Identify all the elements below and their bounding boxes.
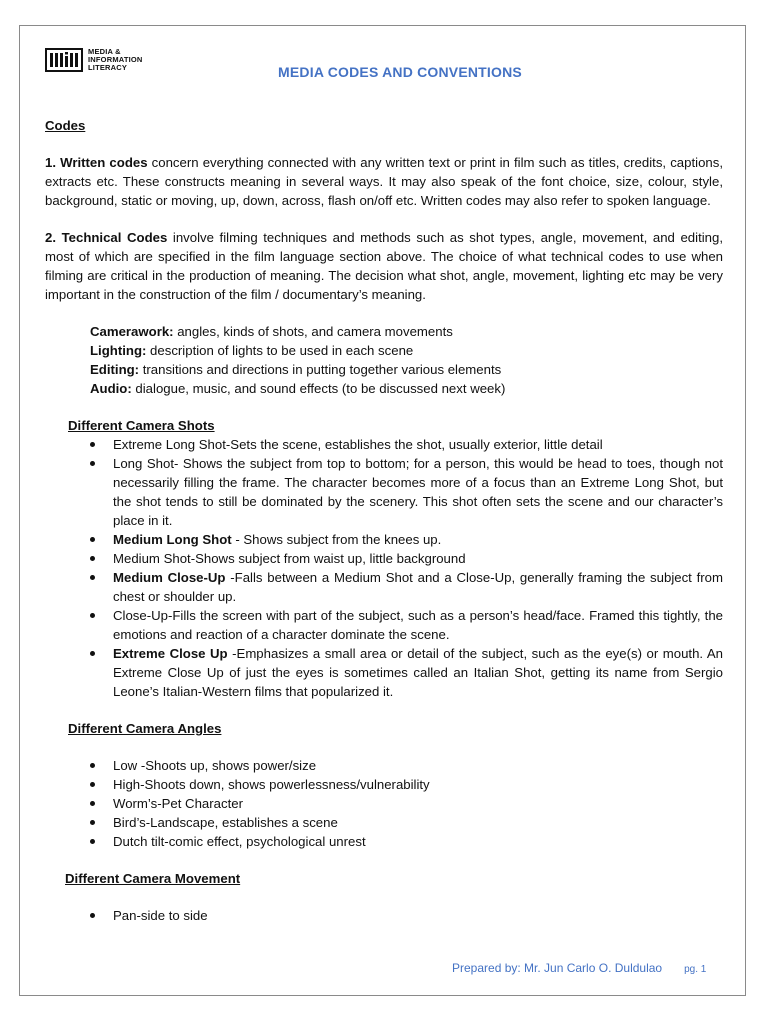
item-text: Close-Up-Fills the screen with part of the subject, such as a person’s head/face. Framed this tightly, the emotions and reaction of a character dominate the scene. bbox=[113, 608, 723, 642]
tech-item-desc: description of lights to be used in each scene bbox=[146, 343, 414, 358]
tech-item-desc: dialogue, music, and sound effects (to be discussed next week) bbox=[131, 381, 506, 396]
camera-angles-heading: Different Camera Angles bbox=[68, 721, 222, 736]
technical-items bbox=[90, 322, 723, 398]
item-bold: Extreme Close Up bbox=[113, 646, 228, 661]
list-item bbox=[90, 794, 723, 813]
camera-movement-list bbox=[45, 906, 723, 925]
tech-item bbox=[90, 360, 723, 379]
item-text: High-Shoots down, shows powerlessness/vulnerability bbox=[113, 777, 430, 792]
logo bbox=[45, 48, 143, 76]
bullet-icon bbox=[90, 651, 95, 656]
technical-codes-paragraph bbox=[45, 228, 723, 304]
item-text: Long Shot- Shows the subject from top to bottom; for a person, this would be head to toes, though not necessarily filling the frame. The character becomes more of a focus than an Extreme Long Shot, but the shot tends to still be dominated by the scenery. This shot often sets the scene and our character’s place in it. bbox=[113, 456, 723, 528]
bullet-icon bbox=[90, 613, 95, 618]
tech-item-desc: angles, kinds of shots, and camera movements bbox=[173, 324, 453, 339]
mil-logo-icon bbox=[45, 48, 83, 72]
tech-item bbox=[90, 341, 723, 360]
bullet-icon bbox=[90, 575, 95, 580]
item-text: Medium Shot-Shows subject from waist up, little background bbox=[113, 551, 466, 566]
technical-codes-lead: 2. Technical Codes bbox=[45, 230, 168, 245]
list-item bbox=[90, 549, 723, 568]
bullet-icon bbox=[90, 913, 95, 918]
camera-shots-heading: Different Camera Shots bbox=[68, 418, 215, 433]
list-item bbox=[90, 775, 723, 794]
written-codes-lead: 1. Written codes bbox=[45, 155, 148, 170]
written-codes-text: concern everything connected with any written text or print in film such as titles, credits, captions, extracts etc. These constructs meaning in several ways. It may also speak of the font choice, size, colour, style, background, static or moving, up, down, across, flash on/off etc. Written codes may also refer to spoken language. bbox=[45, 155, 723, 208]
list-item bbox=[90, 435, 723, 454]
camera-movement-heading: Different Camera Movement bbox=[65, 871, 241, 886]
camera-shots-list bbox=[45, 435, 723, 701]
item-text: Pan-side to side bbox=[113, 908, 208, 923]
item-text: -Falls between a Medium Shot and a Close-Up, generally framing the subject from chest or shoulder up. bbox=[113, 570, 723, 604]
list-item bbox=[90, 906, 723, 925]
logo-line: LITERACY bbox=[88, 63, 128, 72]
list-item bbox=[90, 606, 723, 644]
bullet-icon bbox=[90, 801, 95, 806]
item-text: -Emphasizes a small area or detail of the subject, such as the eye(s) or mouth. An Extreme Close Up of just the eyes is sometimes called an Italian Shot, getting its name from Sergio Leone’s Italian-Western films that popularized it. bbox=[113, 646, 724, 699]
list-item bbox=[90, 568, 723, 606]
item-bold: Medium Close-Up bbox=[113, 570, 226, 585]
logo-text bbox=[88, 48, 143, 72]
prepared-by: Prepared by: Mr. Jun Carlo O. Duldulao bbox=[452, 961, 663, 975]
item-text: Extreme Long Shot-Sets the scene, establishes the shot, usually exterior, little detail bbox=[113, 437, 603, 452]
list-item bbox=[90, 644, 723, 701]
footer bbox=[452, 961, 706, 975]
bullet-icon bbox=[90, 442, 95, 447]
technical-codes-text: involve filming techniques and methods such as shot types, angle, movement, and editing, most of which are specified in the film language section above. The choice of what technical codes to use when filming are critical in the production of meaning. The decision what shot, angle, movement, lighting etc may be very important in the construction of the film / documentary’s meaning. bbox=[45, 230, 723, 302]
tech-item-term: Camerawork: bbox=[90, 324, 174, 339]
tech-item bbox=[90, 379, 723, 398]
list-item bbox=[90, 530, 723, 549]
list-item bbox=[90, 813, 723, 832]
codes-heading: Codes bbox=[45, 118, 86, 133]
bullet-icon bbox=[90, 820, 95, 825]
item-text: Dutch tilt-comic effect, psychological unrest bbox=[113, 834, 366, 849]
item-text: Worm’s-Pet Character bbox=[113, 796, 243, 811]
tech-item-desc: transitions and directions in putting together various elements bbox=[139, 362, 502, 377]
document-body bbox=[45, 116, 723, 925]
bullet-icon bbox=[90, 839, 95, 844]
tech-item bbox=[90, 322, 723, 341]
written-codes-paragraph bbox=[45, 153, 723, 210]
bullet-icon bbox=[90, 537, 95, 542]
bullet-icon bbox=[90, 763, 95, 768]
logo-line: INFORMATION bbox=[88, 55, 143, 64]
logo-line: MEDIA & bbox=[88, 47, 121, 56]
item-text: Bird’s-Landscape, establishes a scene bbox=[113, 815, 338, 830]
list-item bbox=[90, 756, 723, 775]
tech-item-term: Editing: bbox=[90, 362, 140, 377]
list-item bbox=[90, 832, 723, 851]
bullet-icon bbox=[90, 461, 95, 466]
camera-angles-list bbox=[45, 756, 723, 851]
bullet-icon bbox=[90, 782, 95, 787]
page-number: pg. 1 bbox=[684, 964, 707, 975]
item-text: - Shows subject from the knees up. bbox=[231, 532, 442, 547]
item-text: Low -Shoots up, shows power/size bbox=[113, 758, 317, 773]
tech-item-term: Audio: bbox=[90, 381, 132, 396]
list-item bbox=[90, 454, 723, 530]
page-title: MEDIA CODES AND CONVENTIONS bbox=[278, 64, 522, 80]
bullet-icon bbox=[90, 556, 95, 561]
item-bold: Medium Long Shot bbox=[113, 532, 232, 547]
tech-item-term: Lighting: bbox=[90, 343, 147, 358]
